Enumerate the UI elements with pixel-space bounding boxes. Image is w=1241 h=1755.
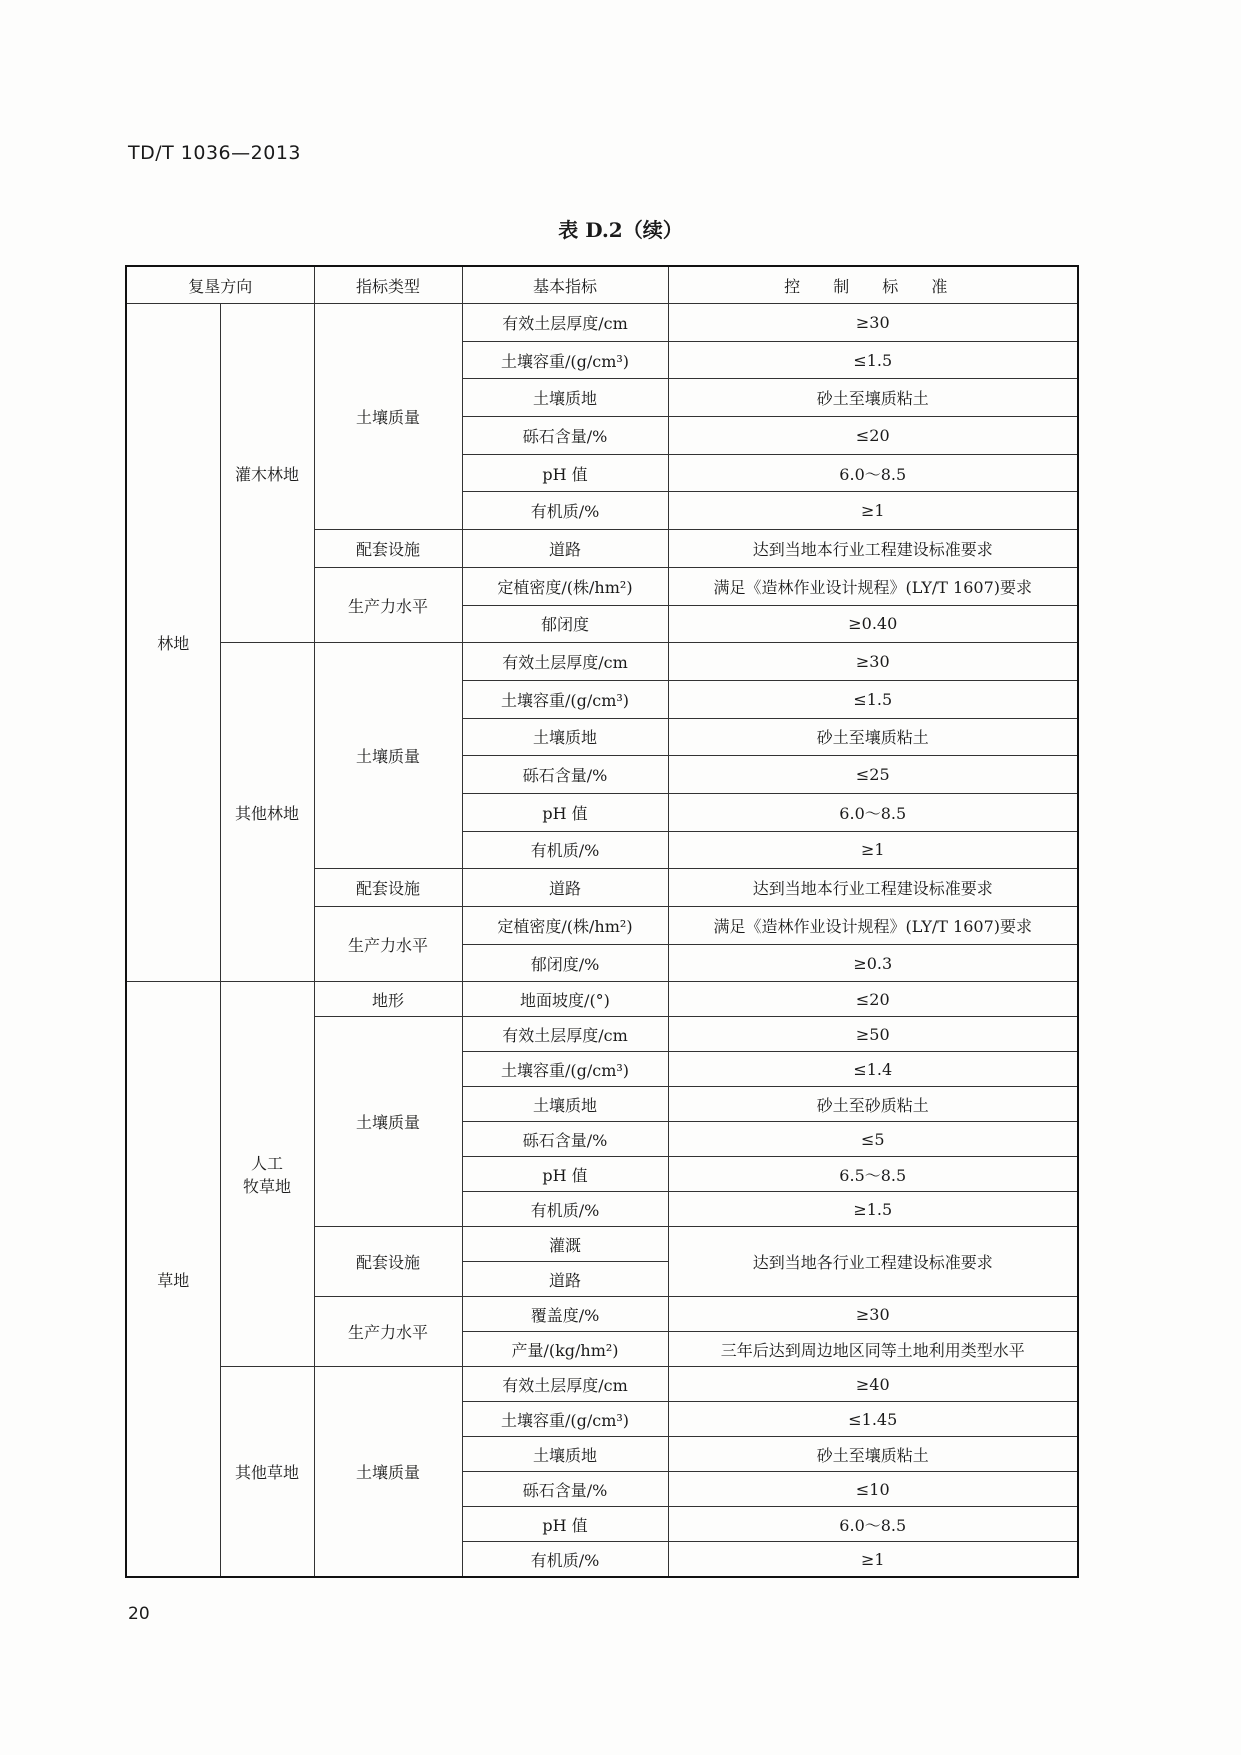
standard-cell: ≤1.4 [668,1052,1078,1087]
indicator-cell: 灌溉 [462,1227,668,1262]
standard-cell: 砂土至壤质粘土 [668,718,1078,756]
standard-cell: ≤1.5 [668,341,1078,379]
standard-cell: ≤5 [668,1122,1078,1157]
header-standard: 控 制 标 准 [668,266,1078,304]
indicator-cell: 土壤质地 [462,1087,668,1122]
header-direction: 复垦方向 [126,266,314,304]
standard-cell: 砂土至砂质粘土 [668,1087,1078,1122]
subtype-label-line: 人工 [250,1154,283,1174]
type-soil-quality: 土壤质量 [314,304,462,530]
header-indicator: 基本指标 [462,266,668,304]
standard-cell: ≥0.3 [668,944,1078,982]
indicator-cell: 土壤容重/(g/cm³) [462,680,668,718]
type-terrain: 地形 [314,982,462,1017]
standard-cell: ≤1.5 [668,680,1078,718]
indicator-cell: 土壤容重/(g/cm³) [462,341,668,379]
indicator-cell: 砾石含量/% [462,417,668,455]
table-row [126,304,1078,342]
standard-cell: 6.0～8.5 [668,454,1078,492]
standard-cell: 6.0～8.5 [668,1507,1078,1542]
type-soil-quality: 土壤质量 [314,643,462,869]
standard-cell: 满足《造林作业设计规程》(LY/T 1607)要求 [668,907,1078,945]
standard-cell: ≥30 [668,304,1078,342]
type-facilities: 配套设施 [314,1227,462,1297]
type-productivity: 生产力水平 [314,907,462,982]
header-type: 指标类型 [314,266,462,304]
indicator-cell: 砾石含量/% [462,1472,668,1507]
standard-cell: 6.0～8.5 [668,793,1078,831]
subtype-artificial-pasture [220,982,314,1367]
indicator-cell: 有机质/% [462,831,668,869]
table-row [126,1367,1078,1402]
indicator-cell: 道路 [462,530,668,568]
standard-cell: ≤20 [668,417,1078,455]
standard-cell: 三年后达到周边地区同等土地利用类型水平 [668,1332,1078,1367]
indicator-cell: 有机质/% [462,492,668,530]
standard-cell: ≥0.40 [668,605,1078,643]
type-productivity: 生产力水平 [314,1297,462,1367]
standard-cell: 满足《造林作业设计规程》(LY/T 1607)要求 [668,567,1078,605]
table-row [126,982,1078,1017]
standard-cell: 达到当地本行业工程建设标准要求 [668,869,1078,907]
subtype-shrub: 灌木林地 [220,304,314,643]
indicator-cell: 有机质/% [462,1192,668,1227]
type-facilities: 配套设施 [314,869,462,907]
indicator-cell: 定植密度/(株/hm²) [462,567,668,605]
standard-cell: ≥40 [668,1367,1078,1402]
indicator-cell: 土壤容重/(g/cm³) [462,1052,668,1087]
standard-cell: 砂土至壤质粘土 [668,379,1078,417]
indicator-cell: 有效土层厚度/cm [462,1017,668,1052]
table-caption: 表 D.2（续） [558,218,683,242]
standard-cell: ≥1.5 [668,1192,1078,1227]
standard-cell: ≥1 [668,492,1078,530]
indicator-cell: pH 值 [462,1157,668,1192]
indicator-cell: pH 值 [462,1507,668,1542]
page-number: 20 [128,1604,150,1624]
subtype-other-forest: 其他林地 [220,643,314,982]
indicator-cell: 定植密度/(株/hm²) [462,907,668,945]
standard-cell: ≥1 [668,831,1078,869]
standard-cell: 达到当地本行业工程建设标准要求 [668,530,1078,568]
header-row [126,266,1078,304]
direction-grassland: 草地 [126,982,220,1577]
standard-cell: 达到当地各行业工程建设标准要求 [668,1227,1078,1297]
subtype-other-grassland: 其他草地 [220,1367,314,1577]
standard-cell: ≤20 [668,982,1078,1017]
indicator-cell: 地面坡度/(°) [462,982,668,1017]
standard-cell: ≥50 [668,1017,1078,1052]
direction-forest: 林地 [126,304,220,982]
indicator-cell: 覆盖度/% [462,1297,668,1332]
indicator-cell: 有机质/% [462,1542,668,1577]
reclamation-standards-table [125,265,1079,1578]
indicator-cell: 土壤质地 [462,379,668,417]
standard-cell: 砂土至壤质粘土 [668,1437,1078,1472]
standard-cell: ≤1.45 [668,1402,1078,1437]
type-facilities: 配套设施 [314,530,462,568]
type-soil-quality: 土壤质量 [314,1367,462,1577]
indicator-cell: pH 值 [462,454,668,492]
standard-cell: ≤10 [668,1472,1078,1507]
table-row [126,643,1078,681]
indicator-cell: 土壤质地 [462,718,668,756]
indicator-cell: 产量/(kg/hm²) [462,1332,668,1367]
indicator-cell: 土壤质地 [462,1437,668,1472]
type-productivity: 生产力水平 [314,567,462,642]
indicator-cell: 有效土层厚度/cm [462,1367,668,1402]
indicator-cell: 郁闭度 [462,605,668,643]
standard-cell: ≥30 [668,643,1078,681]
indicator-cell: 郁闭度/% [462,944,668,982]
indicator-cell: 有效土层厚度/cm [462,304,668,342]
subtype-label-line: 牧草地 [242,1177,291,1197]
indicator-cell: 道路 [462,869,668,907]
indicator-cell: pH 值 [462,793,668,831]
indicator-cell: 有效土层厚度/cm [462,643,668,681]
indicator-cell: 道路 [462,1262,668,1297]
standard-cell: ≥1 [668,1542,1078,1577]
standard-cell: 6.5～8.5 [668,1157,1078,1192]
indicator-cell: 砾石含量/% [462,1122,668,1157]
standard-cell: ≥30 [668,1297,1078,1332]
standard-cell: ≤25 [668,756,1078,794]
indicator-cell: 砾石含量/% [462,756,668,794]
standard-code: TD/T 1036—2013 [128,142,301,164]
indicator-cell: 土壤容重/(g/cm³) [462,1402,668,1437]
type-soil-quality: 土壤质量 [314,1017,462,1227]
